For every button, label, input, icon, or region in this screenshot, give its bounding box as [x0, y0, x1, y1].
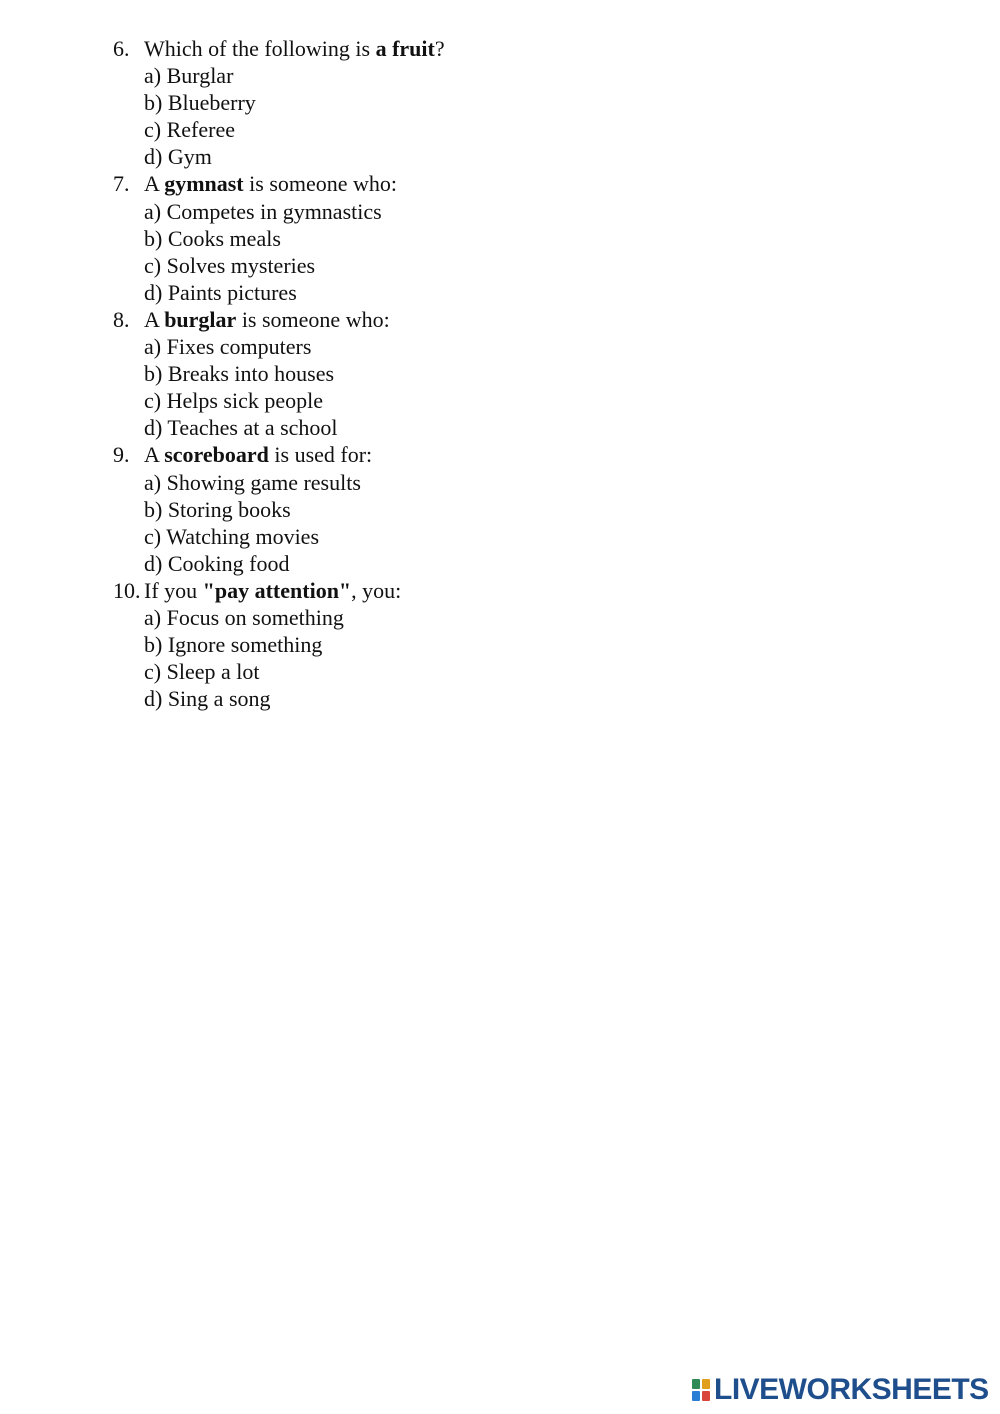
answer-option[interactable]: b) Cooks meals — [144, 225, 281, 251]
option-row — [0, 604, 1000, 631]
option-row — [0, 279, 1000, 306]
logo-square-blue — [692, 1391, 700, 1401]
answer-option[interactable]: b) Blueberry — [144, 90, 256, 116]
option-row — [0, 469, 1000, 496]
question-text: A burglar is someone who: — [144, 306, 390, 332]
answer-option[interactable]: d) Cooking food — [144, 550, 290, 576]
option-row — [0, 198, 1000, 225]
liveworksheets-logo — [692, 1374, 989, 1406]
question-keyword: scoreboard — [164, 442, 269, 468]
question-text: If you "pay attention", you: — [144, 577, 402, 603]
option-row — [0, 62, 1000, 89]
answer-option[interactable]: c) Referee — [144, 117, 235, 143]
option-row — [0, 658, 1000, 685]
answer-option[interactable]: c) Watching movies — [144, 523, 320, 549]
option-row — [0, 387, 1000, 414]
answer-option[interactable]: a) Showing game results — [144, 469, 361, 495]
option-row — [0, 89, 1000, 116]
question-10 — [0, 577, 1000, 604]
logo-text: LIVEWORKSHEETS — [714, 1373, 989, 1406]
answer-option[interactable]: a) Burglar — [144, 63, 234, 89]
question-number: 10. — [113, 577, 141, 603]
answer-option[interactable]: d) Paints pictures — [144, 279, 297, 305]
answer-option[interactable]: c) Helps sick people — [144, 388, 323, 414]
question-number: 8. — [113, 306, 130, 332]
option-row — [0, 414, 1000, 441]
question-9 — [0, 441, 1000, 468]
answer-option[interactable]: c) Solves mysteries — [144, 252, 316, 278]
answer-option[interactable]: b) Breaks into houses — [144, 361, 335, 387]
answer-option[interactable]: a) Fixes computers — [144, 334, 312, 360]
question-7 — [0, 170, 1000, 197]
option-row — [0, 116, 1000, 143]
option-row — [0, 333, 1000, 360]
option-row — [0, 631, 1000, 658]
answer-option[interactable]: d) Teaches at a school — [144, 415, 338, 441]
question-text: A gymnast is someone who: — [144, 171, 398, 197]
worksheet — [0, 35, 1000, 712]
question-number: 7. — [113, 171, 130, 197]
answer-option[interactable]: c) Sleep a lot — [144, 659, 260, 685]
logo-icon — [692, 1379, 710, 1401]
answer-option[interactable]: d) Gym — [144, 144, 212, 170]
question-keyword: burglar — [164, 306, 237, 332]
option-row — [0, 143, 1000, 170]
option-row — [0, 496, 1000, 523]
option-row — [0, 550, 1000, 577]
option-row — [0, 523, 1000, 550]
answer-option[interactable]: b) Ignore something — [144, 632, 323, 658]
logo-square-green — [692, 1379, 700, 1389]
question-8 — [0, 306, 1000, 333]
logo-square-red — [702, 1391, 710, 1401]
answer-option[interactable]: a) Competes in gymnastics — [144, 198, 382, 224]
question-number: 6. — [113, 36, 130, 61]
answer-option[interactable]: d) Sing a song — [144, 686, 271, 712]
question-text: A scoreboard is used for: — [144, 442, 373, 468]
answer-option[interactable]: b) Storing books — [144, 496, 291, 522]
question-number: 9. — [113, 442, 130, 468]
question-keyword: a fruit — [375, 36, 435, 61]
option-row — [0, 252, 1000, 279]
logo-square-yellow — [702, 1379, 710, 1389]
question-keyword: "pay attention" — [202, 577, 352, 603]
question-text: Which of the following is a fruit? — [144, 36, 445, 61]
option-row — [0, 685, 1000, 712]
question-6 — [0, 35, 1000, 62]
option-row — [0, 225, 1000, 252]
question-keyword: gymnast — [164, 171, 244, 197]
answer-option[interactable]: a) Focus on something — [144, 604, 344, 630]
option-row — [0, 360, 1000, 387]
